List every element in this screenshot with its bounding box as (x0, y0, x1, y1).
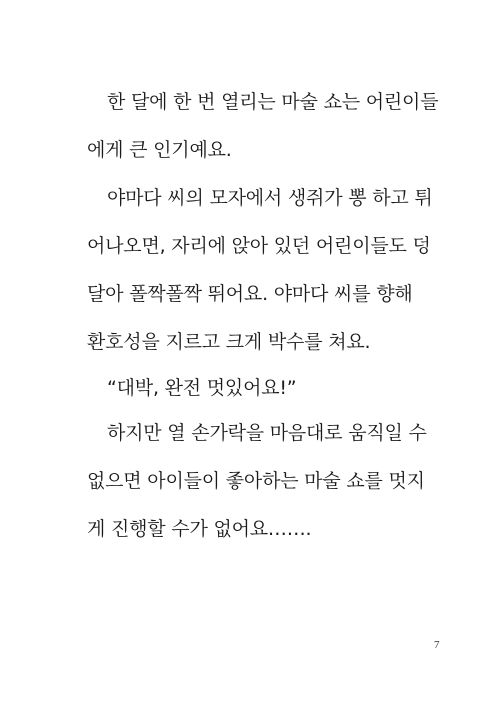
text-line: 하지만 열 손가락을 마음대로 움직일 수 (107, 422, 427, 444)
dialogue-line: “대박, 완전 멋있어요!” (107, 377, 297, 399)
text-line: 게 진행할 수가 없어요……. (87, 518, 312, 540)
text-line: 야마다 씨의 모자에서 생쥐가 뽕 하고 튀 (107, 187, 433, 209)
text-line: 없으면 아이들이 좋아하는 마술 쇼를 멋지 (87, 470, 425, 492)
text-line: 달아 폴짝폴짝 뛰어요. 야마다 씨를 향해 (87, 283, 413, 305)
text-line: 한 달에 한 번 열리는 마술 쇼는 어린이들 (107, 91, 439, 113)
text-line: 환호성을 지르고 크게 박수를 쳐요. (87, 331, 371, 353)
text-line: 어나오면, 자리에 앉아 있던 어린이들도 덩 (87, 235, 431, 257)
page-number: 7 (434, 639, 440, 651)
text-line: 에게 큰 인기예요. (87, 139, 232, 161)
